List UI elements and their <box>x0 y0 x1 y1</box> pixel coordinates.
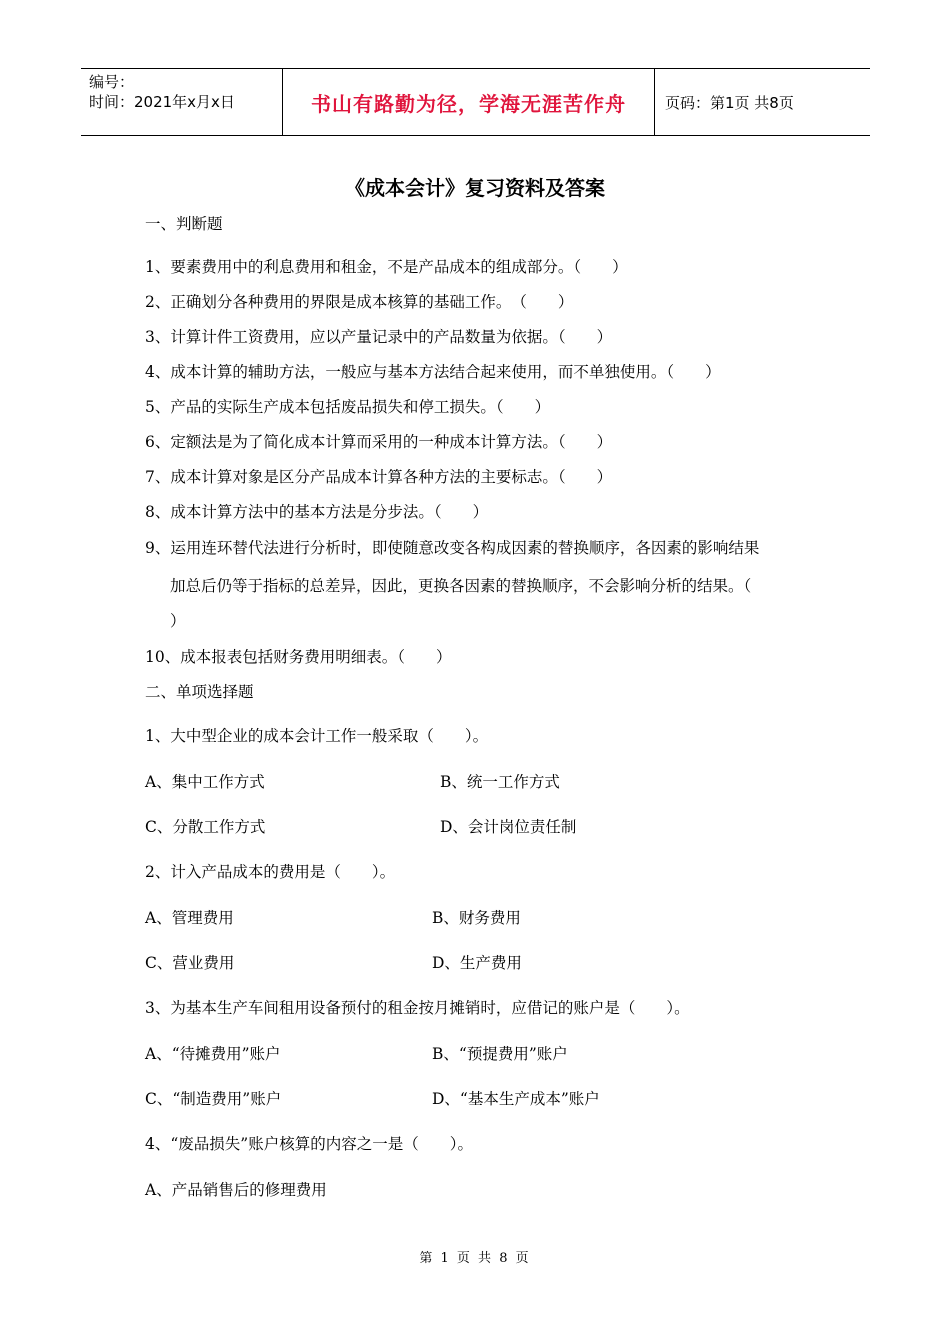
judgment-item-continued: 加总后仍等于指标的总差异，因此，更换各因素的替换顺序，不会影响分析的结果。（ <box>170 577 752 595</box>
q1-option-c: C、分散工作方式 <box>145 818 266 836</box>
q2-option-d: D、生产费用 <box>432 954 522 972</box>
motto: 书山有路勤为径，学海无涯苦作舟 <box>311 91 626 116</box>
section-heading-choice: 二、单项选择题 <box>145 683 254 701</box>
judgment-item: 2、正确划分各种费用的界限是成本核算的基础工作。 （ ） <box>145 293 574 311</box>
judgment-item: 7、成本计算对象是区分产品成本计算各种方法的主要标志。（ ） <box>145 468 613 486</box>
time-label: 时间：2021年x月x日 <box>89 93 235 111</box>
q1-option-d: D、会计岗位责任制 <box>440 818 577 836</box>
judgment-item: 3、计算计件工资费用，应以产量记录中的产品数量为依据。（ ） <box>145 328 613 346</box>
document-title: 《成本会计》复习资料及答案 <box>345 176 605 200</box>
judgment-item: 6、定额法是为了简化成本计算而采用的一种成本计算方法。（ ） <box>145 433 613 451</box>
question-4: 4、“废品损失”账户核算的内容之一是（ ）。 <box>145 1135 473 1153</box>
q3-option-a: A、“待摊费用”账户 <box>145 1045 281 1063</box>
header-table <box>81 68 870 136</box>
number-label: 编号： <box>89 73 135 91</box>
judgment-item-continued: ） <box>170 612 186 630</box>
question-3: 3、为基本生产车间租用设备预付的租金按月摊销时，应借记的账户是（ ）。 <box>145 999 690 1017</box>
q2-option-b: B、财务费用 <box>432 909 521 927</box>
page-footer: 第 1 页 共 8 页 <box>419 1251 531 1266</box>
judgment-item: 4、成本计算的辅助方法，一般应与基本方法结合起来使用，而不单独使用。（ ） <box>145 363 721 381</box>
question-2: 2、计入产品成本的费用是（ ）。 <box>145 863 396 881</box>
q1-option-b: B、统一工作方式 <box>440 773 560 791</box>
judgment-item: 9、运用连环替代法进行分析时，即使随意改变各构成因素的替换顺序，各因素的影响结果 <box>145 539 760 557</box>
q3-option-c: C、“制造费用”账户 <box>145 1090 282 1108</box>
judgment-item: 5、产品的实际生产成本包括废品损失和停工损失。（ ） <box>145 398 551 416</box>
section-heading-judgment: 一、判断题 <box>145 215 223 233</box>
q4-option-a: A、产品销售后的修理费用 <box>145 1181 327 1199</box>
header-page-cell <box>655 69 870 135</box>
q3-option-b: B、“预提费用”账户 <box>432 1045 568 1063</box>
judgment-item: 8、成本计算方法中的基本方法是分步法。（ ） <box>145 503 489 521</box>
judgment-item: 10、成本报表包括财务费用明细表。（ ） <box>145 648 452 666</box>
q3-option-d: D、“基本生产成本”账户 <box>432 1090 600 1108</box>
judgment-item: 1、要素费用中的利息费用和租金，不是产品成本的组成部分。（ ） <box>145 258 628 276</box>
header-info-cell <box>81 69 282 135</box>
q2-option-c: C、营业费用 <box>145 954 235 972</box>
header-motto-cell <box>282 69 655 135</box>
q2-option-a: A、管理费用 <box>145 909 234 927</box>
page-label: 页码：第1页 共8页 <box>665 93 794 112</box>
question-1: 1、大中型企业的成本会计工作一般采取（ ）。 <box>145 727 489 745</box>
q1-option-a: A、集中工作方式 <box>145 773 265 791</box>
